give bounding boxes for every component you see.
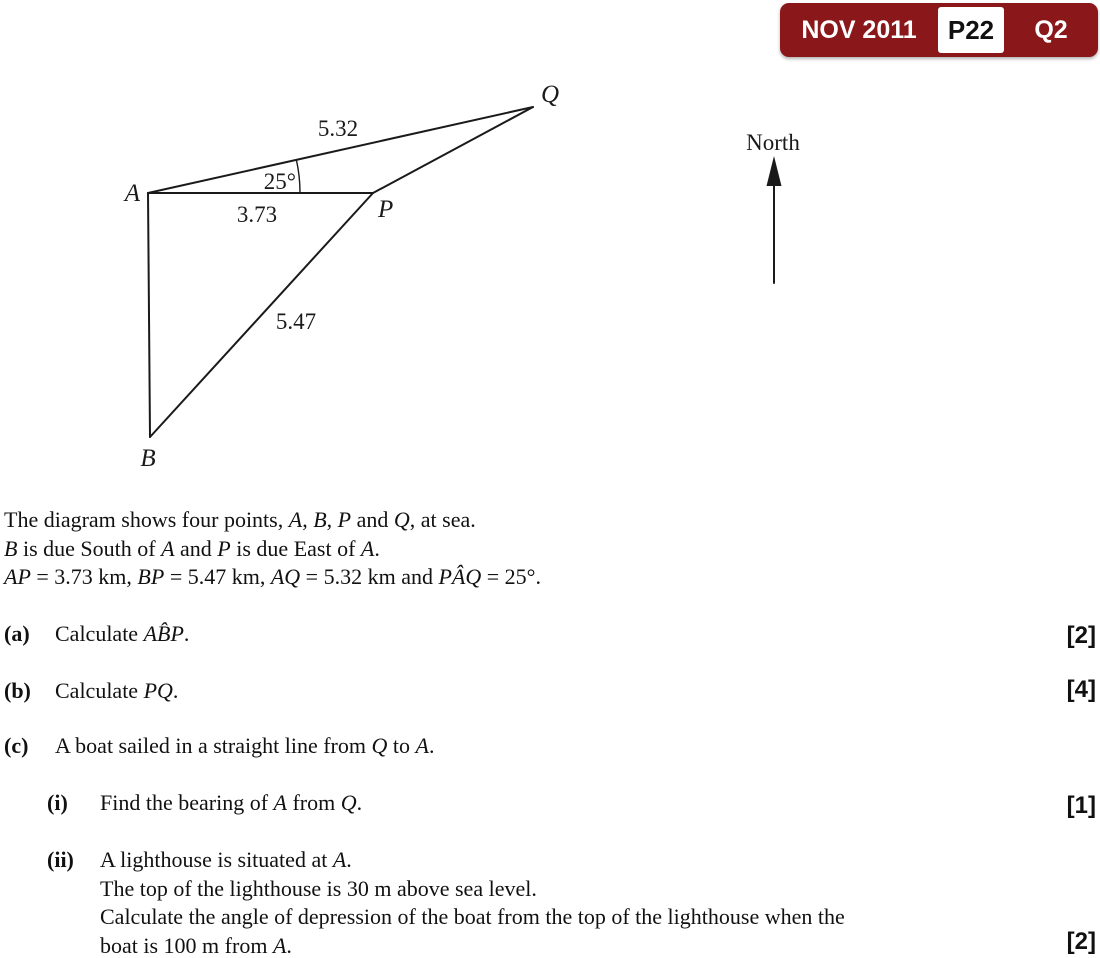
mark-part-ci: [1] <box>1066 792 1096 819</box>
north-arrow-head <box>767 156 782 186</box>
part-c-label: (c) <box>4 733 29 758</box>
part-b-text: Calculate PQ. <box>55 678 179 703</box>
part-cii-line-4: boat is 100 m from A. <box>100 932 292 958</box>
badge-paper-label: P22 <box>947 14 995 45</box>
angle-arc <box>296 160 300 193</box>
angle-label-paq: 25° <box>263 169 296 194</box>
intro-line-1: The diagram shows four points, A, B, P and Q, at sea. <box>4 507 476 532</box>
part-b-row <box>4 677 1030 705</box>
length-label-aq: 5.32 <box>317 116 359 141</box>
north-label: North <box>746 130 800 155</box>
length-label-ap: 3.73 <box>236 202 278 227</box>
part-b-label: (b) <box>4 678 31 703</box>
part-a-text: Calculate AB̂P. <box>55 621 190 646</box>
vertex-label-b: B <box>140 445 156 472</box>
part-cii-line-1: A lighthouse is situated at A. <box>100 847 352 872</box>
length-label-bp: 5.47 <box>275 309 317 334</box>
part-ci-row <box>4 789 1030 817</box>
part-c-text: A boat sailed in a straight line from Q to A. <box>55 733 435 758</box>
mark-part-b: [4] <box>1066 676 1096 703</box>
intro-paragraph <box>4 506 541 592</box>
part-a-label: (a) <box>4 621 30 646</box>
part-cii-line-3: Calculate the angle of depression of the boat from the top of the lighthouse when the <box>100 904 845 929</box>
line-ab <box>148 193 150 437</box>
vertex-label-q: Q <box>541 81 560 108</box>
vertex-label-a: A <box>124 180 140 207</box>
line-bp <box>150 193 373 437</box>
part-cii-line-2: The top of the lighthouse is 30 m above sea level. <box>100 875 537 901</box>
mark-part-a: [2] <box>1066 622 1096 649</box>
part-cii-row <box>4 846 1030 958</box>
part-cii-label: (ii) <box>47 847 74 872</box>
indent-spacer <box>4 789 47 817</box>
mark-part-cii: [2] <box>1066 928 1096 955</box>
part-c-row <box>4 732 1030 760</box>
part-cii-text <box>100 846 845 958</box>
line-pq <box>373 107 533 193</box>
part-a-row <box>4 620 1030 648</box>
part-ci-label: (i) <box>47 790 68 815</box>
badge-session: NOV 2011 <box>801 15 917 44</box>
badge-question-number: Q2 <box>1034 15 1068 44</box>
north-indicator <box>746 130 800 283</box>
intro-line-2: B is due South of A and P is due East of A. <box>4 535 380 561</box>
vertex-label-p: P <box>378 196 394 223</box>
intro-line-3: AP = 3.73 km, BP = 5.47 km, AQ = 5.32 km and PÂQ = 25°. <box>4 564 541 589</box>
indent-spacer <box>4 846 47 958</box>
part-ci-text: Find the bearing of A from Q. <box>100 790 363 815</box>
